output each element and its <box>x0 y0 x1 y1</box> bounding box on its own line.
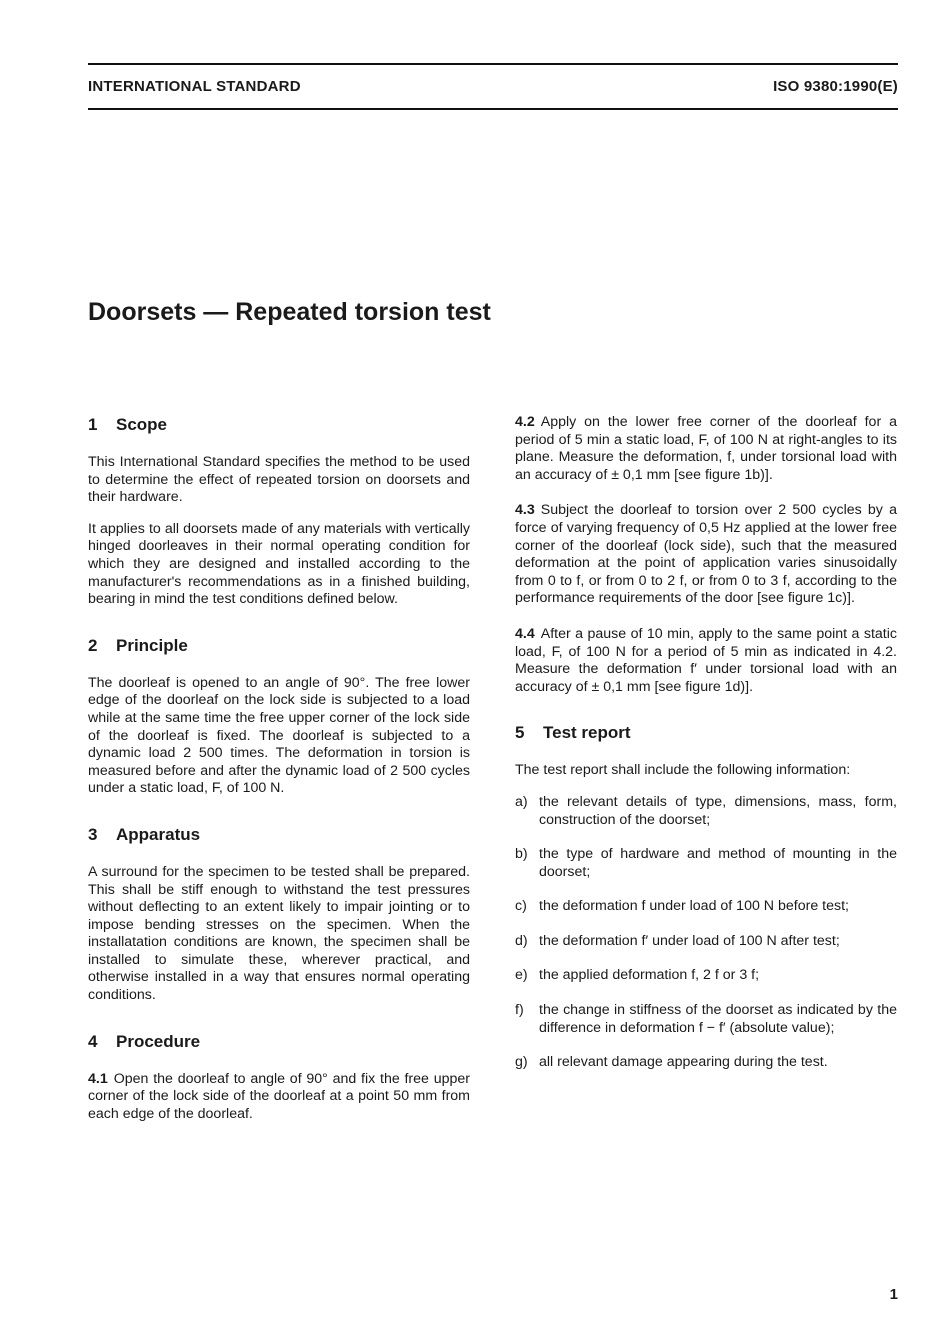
section-heading <box>88 414 470 436</box>
clause-text: After a pause of 10 min, apply to the same point a static load, F, of 100 N for a period of 5 min as indicated in 4.2. Measure the deformation f′ under torsional load with an accuracy of ± 0,1 mm [see figure 1d)]. <box>515 625 897 695</box>
header-standard-type: INTERNATIONAL STANDARD <box>88 78 301 95</box>
list-item <box>515 967 897 985</box>
list-item-label: d) <box>515 932 528 949</box>
list-item-text: the relevant details of type, dimensions, mass, form, construction of the doorset; <box>539 793 897 828</box>
section-test-report <box>515 722 897 1072</box>
paragraph: The doorleaf is opened to an angle of 90°. The free lower edge of the doorleaf on the lock side is subjected to a load while at the same time the free upper corner of the lock side of the doorleaf is fixed. The doorleaf is subjected to a dynamic load 2 500 times. The deformation in torsion is measured before and after the dynamic load of 2 500 cycles under a static load, F, of 100 N. <box>88 674 470 797</box>
list-item-text: the deformation f under load of 100 N before test; <box>539 898 849 915</box>
section-principle <box>88 635 470 798</box>
paragraph: This International Standard specifies the method to be used to determine the effect of repeated torsion on doorsets and their hardware. <box>88 454 470 506</box>
section-number: 4 <box>88 1031 98 1051</box>
list-item <box>515 898 897 916</box>
list-item-text: the deformation f′ under load of 100 N after test; <box>539 932 840 949</box>
header-standard-number: ISO 9380:1990(E) <box>773 78 898 95</box>
clause-text: Open the doorleaf to angle of 90° and fix the free upper corner of the lock side of the doorleaf at a point 50 mm from each edge of the doorleaf. <box>88 1070 470 1122</box>
paragraph: It applies to all doorsets made of any materials with vertically hinged doorleaves in their normal operating condition for which they are designed and installed according to the manufacturer's recommendations as in a finished building, bearing in mind the test conditions defined below. <box>88 520 470 608</box>
list-item <box>515 1054 897 1072</box>
page-number: 1 <box>889 1286 898 1303</box>
section-title: Scope <box>116 415 168 434</box>
header-top-rule <box>88 63 898 65</box>
list-item-label: g) <box>515 1054 528 1071</box>
paragraph: A surround for the specimen to be tested shall be prepared. This shall be stiff enough to withstand the test pressures without deflecting to an extent likely to impair jointing or to impose bending stresses on the specimen. When the installatation conditions are known, the specimen shall be installed to simulate these, wherever practical, and otherwise installed in a way that ensures normal operating conditions. <box>88 863 470 1004</box>
list-item-label: e) <box>515 967 528 984</box>
section-number: 3 <box>88 824 98 844</box>
section-procedure <box>88 1031 470 1124</box>
list-item <box>515 1002 897 1037</box>
document-title: Doorsets — Repeated torsion test <box>88 298 491 326</box>
section-heading <box>88 635 470 657</box>
list-item-label: b) <box>515 846 528 863</box>
clause-4-1 <box>88 1071 470 1124</box>
section-scope <box>88 414 470 609</box>
list-item-text: the change in stiffness of the doorset as indicated by the difference in deformation f − f′ (absolute value); <box>539 1002 897 1036</box>
section-apparatus <box>88 824 470 1005</box>
paragraph: The test report shall include the following information: <box>515 762 851 779</box>
list-item <box>515 933 897 951</box>
section-heading <box>515 722 897 744</box>
clause-number: 4.1 <box>88 1070 108 1087</box>
clause-4-4 <box>515 626 897 696</box>
list-item-text: all relevant damage appearing during the test. <box>539 1054 828 1071</box>
section-heading <box>88 824 470 846</box>
list-item-label: a) <box>515 793 528 810</box>
list-item-label: c) <box>515 898 527 915</box>
section-title: Test report <box>543 723 631 743</box>
clause-4-2 <box>515 414 897 484</box>
section-heading <box>88 1031 470 1053</box>
clause-text: Apply on the lower free corner of the doorleaf for a period of 5 min a static load, F, of 100 N at right-angles to its plane. Measure the deformation, f, under torsional load with an accuracy of ± 0,1 mm [see figure 1b)]. <box>515 414 897 483</box>
list-item-label: f) <box>515 1002 524 1019</box>
section-title: Procedure <box>116 1031 201 1051</box>
left-column <box>88 414 470 1141</box>
list-item-text: the type of hardware and method of mounting in the doorset; <box>539 846 897 880</box>
list-item-text: the applied deformation f, 2 f or 3 f; <box>539 967 760 984</box>
clause-4-3 <box>515 502 897 608</box>
list-item <box>515 846 897 881</box>
list-item <box>515 794 897 829</box>
clause-number: 4.4 <box>515 625 535 642</box>
section-number: 5 <box>515 723 525 743</box>
header-bottom-rule <box>88 108 898 110</box>
section-number: 1 <box>88 415 98 434</box>
section-title: Apparatus <box>116 824 201 844</box>
section-number: 2 <box>88 635 98 655</box>
section-title: Principle <box>116 635 188 655</box>
right-column <box>515 414 897 1089</box>
clause-number: 4.2 <box>515 414 535 430</box>
clause-text: Subject the doorleaf to torsion over 2 500 cycles by a force of varying frequency of 0,5 Hz applied at the lower free corner of the doorleaf (lock side), such that the measured deformation at the point of application varies sinusoidally from 0 to f, or from 0 to 2 f, or from 0 to 3 f, according to the performance requirements of the door [see figure 1c)]. <box>515 502 897 607</box>
clause-number: 4.3 <box>515 502 535 519</box>
